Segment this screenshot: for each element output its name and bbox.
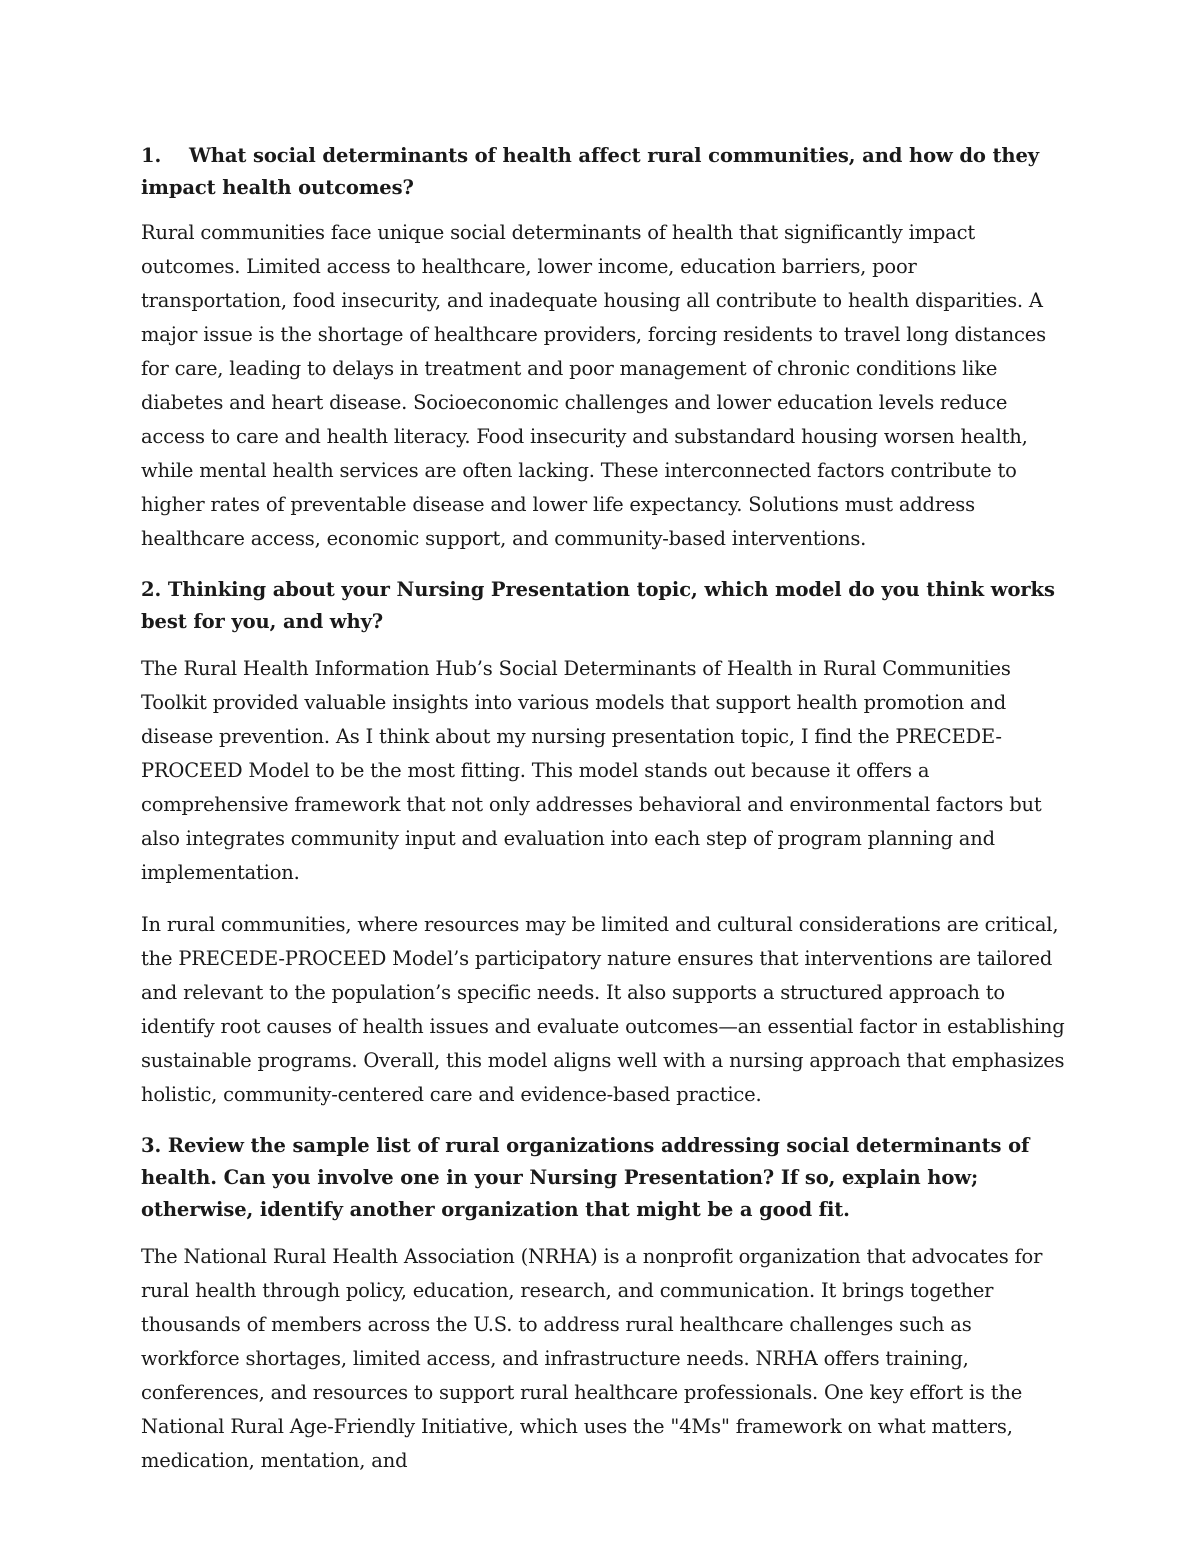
question-1-text: What social determinants of health affect rural communities, and how do they impact health outcomes?: [141, 144, 1040, 199]
document-body: [141, 140, 1066, 1494]
answer-1-paragraph: Rural communities face unique social determinants of health that significantly impact outcomes. Limited access to healthcare, lower income, education barriers, poor transportation, food insecurity, and inadequate housing all contribute to health disparities. A major issue is the shortage of healthcare providers, forcing residents to travel long distances for care, leading to delays in treatment and poor management of chronic conditions like diabetes and heart disease. Socioeconomic challenges and lower education levels reduce access to care and health literacy. Food insecurity and substandard housing worsen health, while mental health services are often lacking. These interconnected factors contribute to higher rates of preventable disease and lower life expectancy. Solutions must address healthcare access, economic support, and community-based interventions.: [141, 221, 1046, 550]
question-1-heading: [141, 140, 1066, 204]
answer-2-paragraph-2: In rural communities, where resources may be limited and cultural considerations are critical, the PRECEDE-PROCEED Model’s participatory nature ensures that interventions are tailored and relevant to the population’s specific needs. It also supports a structured approach to identify root causes of health issues and evaluate outcomes—an essential factor in establishing sustainable programs. Overall, this model aligns well with a nursing approach that emphasizes holistic, community-centered care and evidence-based practice.: [141, 913, 1065, 1106]
question-3-heading: 3. Review the sample list of rural organizations addressing social determinants of health. Can you involve one in your Nursing Presentation? If so, explain how; otherwise, identify another organization that might be a good fit.: [141, 1134, 1030, 1221]
question-2-heading: 2. Thinking about your Nursing Presentation topic, which model do you think works best for you, and why?: [141, 578, 1055, 633]
question-1-number: 1.: [141, 144, 162, 167]
answer-2-paragraph-1: The Rural Health Information Hub’s Social Determinants of Health in Rural Communities Toolkit provided valuable insights into various models that support health promotion and disease prevention. As I think about my nursing presentation topic, I find the PRECEDE-PROCEED Model to be the most fitting. This model stands out because it offers a comprehensive framework that not only addresses behavioral and environmental factors but also integrates community input and evaluation into each step of program planning and implementation.: [141, 657, 1042, 884]
answer-3-paragraph: The National Rural Health Association (NRHA) is a nonprofit organization that advocates for rural health through policy, education, research, and communication. It brings together thousands of members across the U.S. to address rural healthcare challenges such as workforce shortages, limited access, and infrastructure needs. NRHA offers training, conferences, and resources to support rural healthcare professionals. One key effort is the National Rural Age-Friendly Initiative, which uses the "4Ms" framework on what matters, medication, mentation, and: [141, 1245, 1043, 1472]
